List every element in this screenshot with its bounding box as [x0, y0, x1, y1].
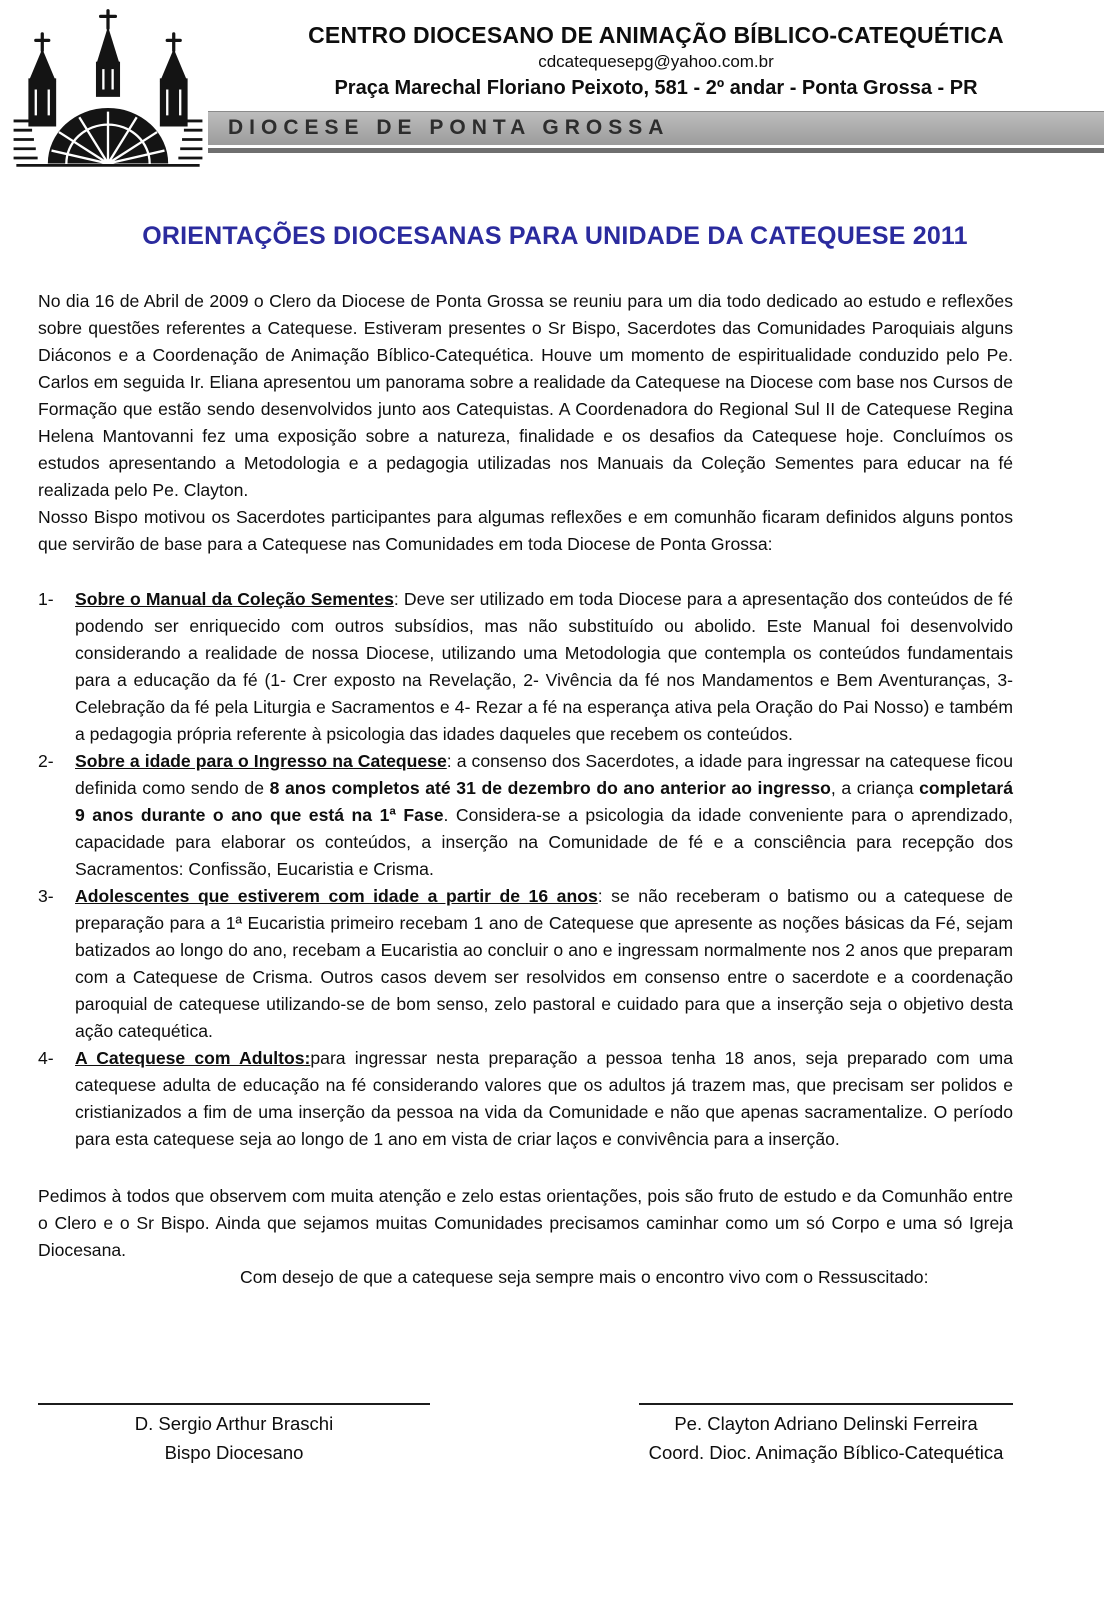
signatures: [0, 1403, 1110, 1507]
letterhead: [0, 8, 1110, 172]
diocese-banner: DIOCESE DE PONTA GROSSA: [208, 111, 1104, 145]
list-item-body: : a consenso dos Sacerdotes, a idade para ingressar na catequese ficou definida como sendo de 8 anos completos até 31 de dezembro do ano anterior ao ingresso, a criança completará 9 anos durante o ano que está na 1ª Fase. Considera-se a psicologia da idade conveniente para o aprendizado, capacidade para elaborar os conteúdos, a inserção na Comunidade de fé e a consciência para recepção dos Sacramentos: Confissão, Eucaristia e Crisma.: [75, 751, 1013, 879]
signature-coordinator: [639, 1403, 1013, 1467]
list-item-body: para ingressar nesta preparação a pessoa tenha 18 anos, seja preparado com uma catequese adulta de educação na fé considerando valores que os adultos já trazem mas, que precisam ser polidos e cristianizados a fim de uma inserção da pessoa na vida da Comunidade e não que apenas sacramentalize. O período para esta catequese seja ao longo de 1 ano em vista de criar laços e convivência para a inserção.: [75, 1048, 1013, 1149]
letterhead-text: [208, 10, 1104, 153]
banner-rule: [208, 148, 1104, 153]
list-item-number: 4-: [38, 1048, 54, 1068]
document-body: [0, 288, 1110, 1291]
list-item-heading: Sobre o Manual da Coleção Sementes: [75, 589, 394, 609]
list-item-number: 1-: [38, 589, 54, 609]
org-address: Praça Marechal Floriano Peixoto, 581 - 2º andar - Ponta Grossa - PR: [334, 77, 978, 99]
org-email: cdcatequesepg@yahoo.com.br: [538, 52, 774, 71]
signature-role: Bispo Diocesano: [164, 1441, 304, 1463]
list-item: [38, 586, 1013, 748]
diocese-logo: [8, 10, 208, 172]
list-item-heading: A Catequese com Adultos:: [75, 1048, 311, 1068]
intro-section: [38, 288, 1013, 558]
list-item-body: : Deve ser utilizado em toda Diocese para a apresentação dos conteúdos de fé podendo ser enriquecido com outros subsídios, mas não substituído ou abolido. Este Manual foi desenvolvido considerando a realidade de nossa Diocese, utilizando uma Metodologia que contempla os conteúdos fundamentais para a educação da fé (1- Crer exposto na Revelação, 2- Vivência da fé nos Mandamentos e Bem Aventuranças, 3- Celebração da fé pela Liturgia e Sacramentos e 4- Rezar a fé na esperança ativa pela Oração do Pai Nosso) e também a pedagogia própria referente à psicologia das idades daqueles que recebem os conteúdos.: [75, 589, 1013, 744]
closing-paragraph: Pedimos à todos que observem com muita atenção e zelo estas orientações, pois são fruto de estudo e da Comunhão entre o Clero e o Sr Bispo. Ainda que sejamos muitas Comunidades precisamos caminhar como um só Corpo e uma só Igreja Diocesana.: [38, 1186, 1013, 1260]
signature-bishop: [38, 1403, 430, 1467]
orientations-list: [38, 586, 1013, 1153]
list-item-body: : se não receberam o batismo ou a catequese de preparação para a 1ª Eucaristia primeiro recebam 1 ano de Catequese que apresente as noções básicas da Fé, sejam batizados ao longo do ano, recebam a Eucaristia ao concluir o ano e ingressam normalmente nos 2 anos que preparam com a Catequese de Crisma. Outros casos devem ser resolvidos em consenso entre o sacerdote e a coordenação paroquial de catequese utilizando-se de bom senso, zelo pastoral e cuidado para que a inserção seja o objetivo desta ação catequética.: [75, 886, 1013, 1041]
org-name: CENTRO DIOCESANO DE ANIMAÇÃO BÍBLICO-CATEQUÉTICA: [308, 22, 1004, 48]
list-item: [38, 883, 1013, 1045]
list-item-number: 3-: [38, 886, 54, 906]
intro-paragraph: No dia 16 de Abril de 2009 o Clero da Diocese de Ponta Grossa se reuniu para um dia todo dedicado ao estudo e reflexões sobre questões referentes a Catequese. Estiveram presentes o Sr Bispo, Sacerdotes das Comunidades Paroquiais alguns Diáconos e a Coordenação de Animação Bíblico-Catequética. Houve um momento de espiritualidade conduzido pelo Pe. Carlos em seguida Ir. Eliana apresentou um panorama sobre a realidade da Catequese na Diocese com base nos Cursos de Formação que estão sendo desenvolvidos junto aos Catequistas. A Coordenadora do Regional Sul II de Catequese Regina Helena Mantovanni fez uma exposição sobre a natureza, finalidade e os desafios da Catequese hoje. Concluímos os estudos apresentando a Metodologia e a pedagogia utilizadas nos Manuais da Coleção Sementes para educar na fé realizada pelo Pe. Clayton.: [38, 291, 1013, 500]
signature-role: Coord. Dioc. Animação Bíblico-Catequética: [648, 1441, 1004, 1463]
signature-name: Pe. Clayton Adriano Delinski Ferreira: [674, 1413, 978, 1434]
signature-name: D. Sergio Arthur Braschi: [134, 1413, 334, 1434]
list-item: [38, 1045, 1013, 1153]
closing-line: Com desejo de que a catequese seja sempre mais o encontro vivo com o Ressuscitado:: [240, 1267, 929, 1287]
list-item-number: 2-: [38, 751, 54, 771]
page-title: ORIENTAÇÕES DIOCESANAS PARA UNIDADE DA CATEQUESE 2011: [142, 222, 968, 250]
list-item-heading: Sobre a idade para o Ingresso na Catequese: [75, 751, 447, 771]
list-item: [38, 748, 1013, 883]
church-cathedral-icon: [10, 8, 206, 175]
intro-paragraph: Nosso Bispo motivou os Sacerdotes participantes para algumas reflexões e em comunhão ficaram definidos alguns pontos que servirão de base para a Catequese nas Comunidades em toda Diocese de Ponta Grossa:: [38, 507, 1013, 554]
closing-section: [38, 1183, 1013, 1291]
list-item-heading: Adolescentes que estiverem com idade a partir de 16 anos: [75, 886, 598, 906]
